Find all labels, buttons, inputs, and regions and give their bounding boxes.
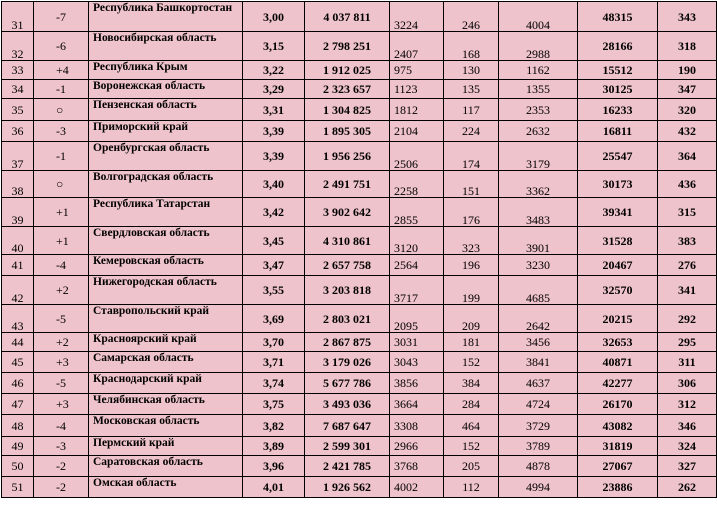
population-cell: 2 867 875 [305,333,390,352]
value-1-cell: 3031 [390,333,444,352]
value-5-cell: 295 [658,333,717,352]
table-row [2,198,717,227]
value-1-cell: 1123 [390,80,444,99]
region-name-cell: Красноярский край [89,333,243,352]
rank-change-cell: +4 [34,61,89,80]
rank-cell: 48 [2,415,34,437]
rank-cell: 45 [2,352,34,373]
rank-cell: 37 [2,142,34,171]
table-row [2,415,717,437]
region-name-cell: Омская область [89,477,243,498]
population-cell: 7 687 647 [305,415,390,437]
table-row [2,305,717,333]
value-2-cell: 151 [444,171,499,198]
region-name-cell: Новосибирская область [89,32,243,61]
index-cell: 3,69 [243,305,305,333]
table-row [2,121,717,142]
region-name-cell: Свердловская область [89,227,243,255]
population-cell: 1 956 256 [305,142,390,171]
index-cell: 3,42 [243,198,305,227]
value-1-cell: 2095 [390,305,444,333]
value-4-cell: 30173 [578,171,658,198]
value-5-cell: 315 [658,198,717,227]
value-5-cell: 346 [658,415,717,437]
rank-change-cell: +1 [34,227,89,255]
value-3-cell: 3483 [499,198,578,227]
index-cell: 3,74 [243,373,305,394]
table-row [2,456,717,477]
value-1-cell: 975 [390,61,444,80]
rank-cell: 36 [2,121,34,142]
rank-cell: 49 [2,437,34,456]
rank-change-cell: -3 [34,437,89,456]
value-1-cell: 3120 [390,227,444,255]
value-5-cell: 436 [658,171,717,198]
index-cell: 3,40 [243,171,305,198]
population-cell: 2 657 758 [305,255,390,276]
index-cell: 3,15 [243,32,305,61]
value-4-cell: 20467 [578,255,658,276]
value-4-cell: 31528 [578,227,658,255]
table-row [2,61,717,80]
region-name-cell: Челябинская область [89,394,243,415]
value-3-cell: 2642 [499,305,578,333]
value-1-cell: 3717 [390,276,444,305]
value-4-cell: 25547 [578,142,658,171]
value-2-cell: 199 [444,276,499,305]
rank-cell: 41 [2,255,34,276]
value-2-cell: 135 [444,80,499,99]
index-cell: 3,00 [243,2,305,32]
value-5-cell: 311 [658,352,717,373]
value-2-cell: 323 [444,227,499,255]
population-cell: 2 491 751 [305,171,390,198]
table-body [2,2,717,498]
table-row [2,2,717,32]
population-cell: 1 895 305 [305,121,390,142]
value-3-cell: 2632 [499,121,578,142]
table-row [2,99,717,121]
population-cell: 3 902 642 [305,198,390,227]
value-1-cell: 2564 [390,255,444,276]
value-4-cell: 43082 [578,415,658,437]
value-2-cell: 112 [444,477,499,498]
rank-change-cell: +2 [34,333,89,352]
value-3-cell: 4637 [499,373,578,394]
population-cell: 2 323 657 [305,80,390,99]
rank-cell: 43 [2,305,34,333]
rank-change-cell: +2 [34,276,89,305]
value-3-cell: 2988 [499,32,578,61]
table-row [2,276,717,305]
table-row [2,255,717,276]
value-4-cell: 40871 [578,352,658,373]
population-cell: 3 179 026 [305,352,390,373]
table-row [2,32,717,61]
table-row [2,477,717,498]
value-4-cell: 48315 [578,2,658,32]
value-3-cell: 4994 [499,477,578,498]
population-cell: 1 926 562 [305,477,390,498]
rank-cell: 33 [2,61,34,80]
index-cell: 3,82 [243,415,305,437]
rank-cell: 46 [2,373,34,394]
value-3-cell: 4878 [499,456,578,477]
value-4-cell: 42277 [578,373,658,394]
value-1-cell: 2855 [390,198,444,227]
rank-cell: 31 [2,2,34,32]
value-1-cell: 3768 [390,456,444,477]
index-cell: 3,96 [243,456,305,477]
value-3-cell: 4004 [499,2,578,32]
value-1-cell: 4002 [390,477,444,498]
rank-change-cell: -5 [34,305,89,333]
rank-change-cell: -4 [34,415,89,437]
value-3-cell: 3362 [499,171,578,198]
population-cell: 4 310 861 [305,227,390,255]
index-cell: 3,47 [243,255,305,276]
value-4-cell: 16811 [578,121,658,142]
index-cell: 3,39 [243,121,305,142]
rank-change-cell: +1 [34,198,89,227]
rank-change-cell: -6 [34,32,89,61]
population-cell: 1 912 025 [305,61,390,80]
region-name-cell: Краснодарский край [89,373,243,394]
value-2-cell: 176 [444,198,499,227]
rank-cell: 35 [2,99,34,121]
table-row [2,394,717,415]
value-1-cell: 2258 [390,171,444,198]
rank-change-cell: +3 [34,352,89,373]
value-4-cell: 23886 [578,477,658,498]
region-name-cell: Республика Башкортостан [89,2,243,32]
rank-cell: 51 [2,477,34,498]
value-4-cell: 15512 [578,61,658,80]
region-name-cell: Кемеровская область [89,255,243,276]
rank-cell: 38 [2,171,34,198]
value-1-cell: 3043 [390,352,444,373]
value-3-cell: 3729 [499,415,578,437]
value-5-cell: 341 [658,276,717,305]
value-5-cell: 312 [658,394,717,415]
ranking-table [1,1,717,498]
value-4-cell: 32570 [578,276,658,305]
index-cell: 3,75 [243,394,305,415]
value-3-cell: 4685 [499,276,578,305]
index-cell: 3,89 [243,437,305,456]
index-cell: 3,22 [243,61,305,80]
population-cell: 1 304 825 [305,99,390,121]
value-2-cell: 209 [444,305,499,333]
population-cell: 3 203 818 [305,276,390,305]
value-1-cell: 2506 [390,142,444,171]
rank-cell: 50 [2,456,34,477]
value-5-cell: 292 [658,305,717,333]
value-2-cell: 224 [444,121,499,142]
population-cell: 4 037 811 [305,2,390,32]
population-cell: 2 421 785 [305,456,390,477]
table-row [2,373,717,394]
rank-change-cell: ○ [34,171,89,198]
value-5-cell: 383 [658,227,717,255]
rank-change-cell: -4 [34,255,89,276]
value-1-cell: 2104 [390,121,444,142]
region-name-cell: Пензенская область [89,99,243,121]
value-3-cell: 1355 [499,80,578,99]
region-name-cell: Пермский край [89,437,243,456]
rank-change-cell: ○ [34,99,89,121]
value-2-cell: 196 [444,255,499,276]
value-2-cell: 117 [444,99,499,121]
index-cell: 3,39 [243,142,305,171]
value-4-cell: 20215 [578,305,658,333]
value-5-cell: 343 [658,2,717,32]
value-4-cell: 16233 [578,99,658,121]
population-cell: 2 803 021 [305,305,390,333]
region-name-cell: Республика Татарстан [89,198,243,227]
rank-cell: 44 [2,333,34,352]
index-cell: 3,55 [243,276,305,305]
value-5-cell: 318 [658,32,717,61]
table-row [2,171,717,198]
value-4-cell: 30125 [578,80,658,99]
value-4-cell: 26170 [578,394,658,415]
value-3-cell: 3456 [499,333,578,352]
population-cell: 5 677 786 [305,373,390,394]
value-2-cell: 464 [444,415,499,437]
region-name-cell: Волгоградская область [89,171,243,198]
rank-change-cell: -5 [34,373,89,394]
value-5-cell: 432 [658,121,717,142]
population-cell: 2 798 251 [305,32,390,61]
value-2-cell: 174 [444,142,499,171]
population-cell: 3 493 036 [305,394,390,415]
rank-change-cell: -2 [34,456,89,477]
value-3-cell: 3789 [499,437,578,456]
rank-change-cell: +3 [34,394,89,415]
value-2-cell: 284 [444,394,499,415]
region-name-cell: Ставропольский край [89,305,243,333]
rank-change-cell: -2 [34,477,89,498]
value-4-cell: 32653 [578,333,658,352]
table-row [2,142,717,171]
value-1-cell: 3664 [390,394,444,415]
index-cell: 3,31 [243,99,305,121]
value-5-cell: 306 [658,373,717,394]
value-1-cell: 2966 [390,437,444,456]
region-name-cell: Оренбургская область [89,142,243,171]
rank-cell: 47 [2,394,34,415]
value-4-cell: 27067 [578,456,658,477]
rank-cell: 32 [2,32,34,61]
value-3-cell: 1162 [499,61,578,80]
index-cell: 3,29 [243,80,305,99]
value-3-cell: 3230 [499,255,578,276]
value-1-cell: 3856 [390,373,444,394]
index-cell: 3,45 [243,227,305,255]
value-4-cell: 31819 [578,437,658,456]
value-5-cell: 364 [658,142,717,171]
value-2-cell: 168 [444,32,499,61]
table-row [2,352,717,373]
value-2-cell: 181 [444,333,499,352]
value-2-cell: 130 [444,61,499,80]
value-5-cell: 320 [658,99,717,121]
index-cell: 3,70 [243,333,305,352]
region-name-cell: Нижегородская область [89,276,243,305]
value-2-cell: 384 [444,373,499,394]
region-name-cell: Приморский край [89,121,243,142]
region-name-cell: Саратовская область [89,456,243,477]
value-4-cell: 28166 [578,32,658,61]
rank-change-cell: -1 [34,142,89,171]
region-name-cell: Воронежская область [89,80,243,99]
value-5-cell: 324 [658,437,717,456]
value-2-cell: 152 [444,437,499,456]
index-cell: 3,71 [243,352,305,373]
value-5-cell: 262 [658,477,717,498]
rank-change-cell: -3 [34,121,89,142]
value-5-cell: 327 [658,456,717,477]
value-3-cell: 3179 [499,142,578,171]
rank-cell: 39 [2,198,34,227]
population-cell: 2 599 301 [305,437,390,456]
rank-cell: 34 [2,80,34,99]
value-5-cell: 190 [658,61,717,80]
rank-cell: 40 [2,227,34,255]
rank-change-cell: -1 [34,80,89,99]
rank-cell: 42 [2,276,34,305]
value-2-cell: 205 [444,456,499,477]
value-2-cell: 246 [444,2,499,32]
region-name-cell: Московская область [89,415,243,437]
value-1-cell: 3224 [390,2,444,32]
region-name-cell: Самарская область [89,352,243,373]
value-1-cell: 1812 [390,99,444,121]
table-row [2,437,717,456]
value-5-cell: 276 [658,255,717,276]
value-1-cell: 3308 [390,415,444,437]
region-name-cell: Республика Крым [89,61,243,80]
value-3-cell: 3901 [499,227,578,255]
table-row [2,80,717,99]
table-row [2,227,717,255]
value-3-cell: 4724 [499,394,578,415]
value-4-cell: 39341 [578,198,658,227]
table-row [2,333,717,352]
rank-change-cell: -7 [34,2,89,32]
index-cell: 4,01 [243,477,305,498]
value-1-cell: 2407 [390,32,444,61]
value-3-cell: 2353 [499,99,578,121]
value-5-cell: 347 [658,80,717,99]
value-3-cell: 3841 [499,352,578,373]
value-2-cell: 152 [444,352,499,373]
